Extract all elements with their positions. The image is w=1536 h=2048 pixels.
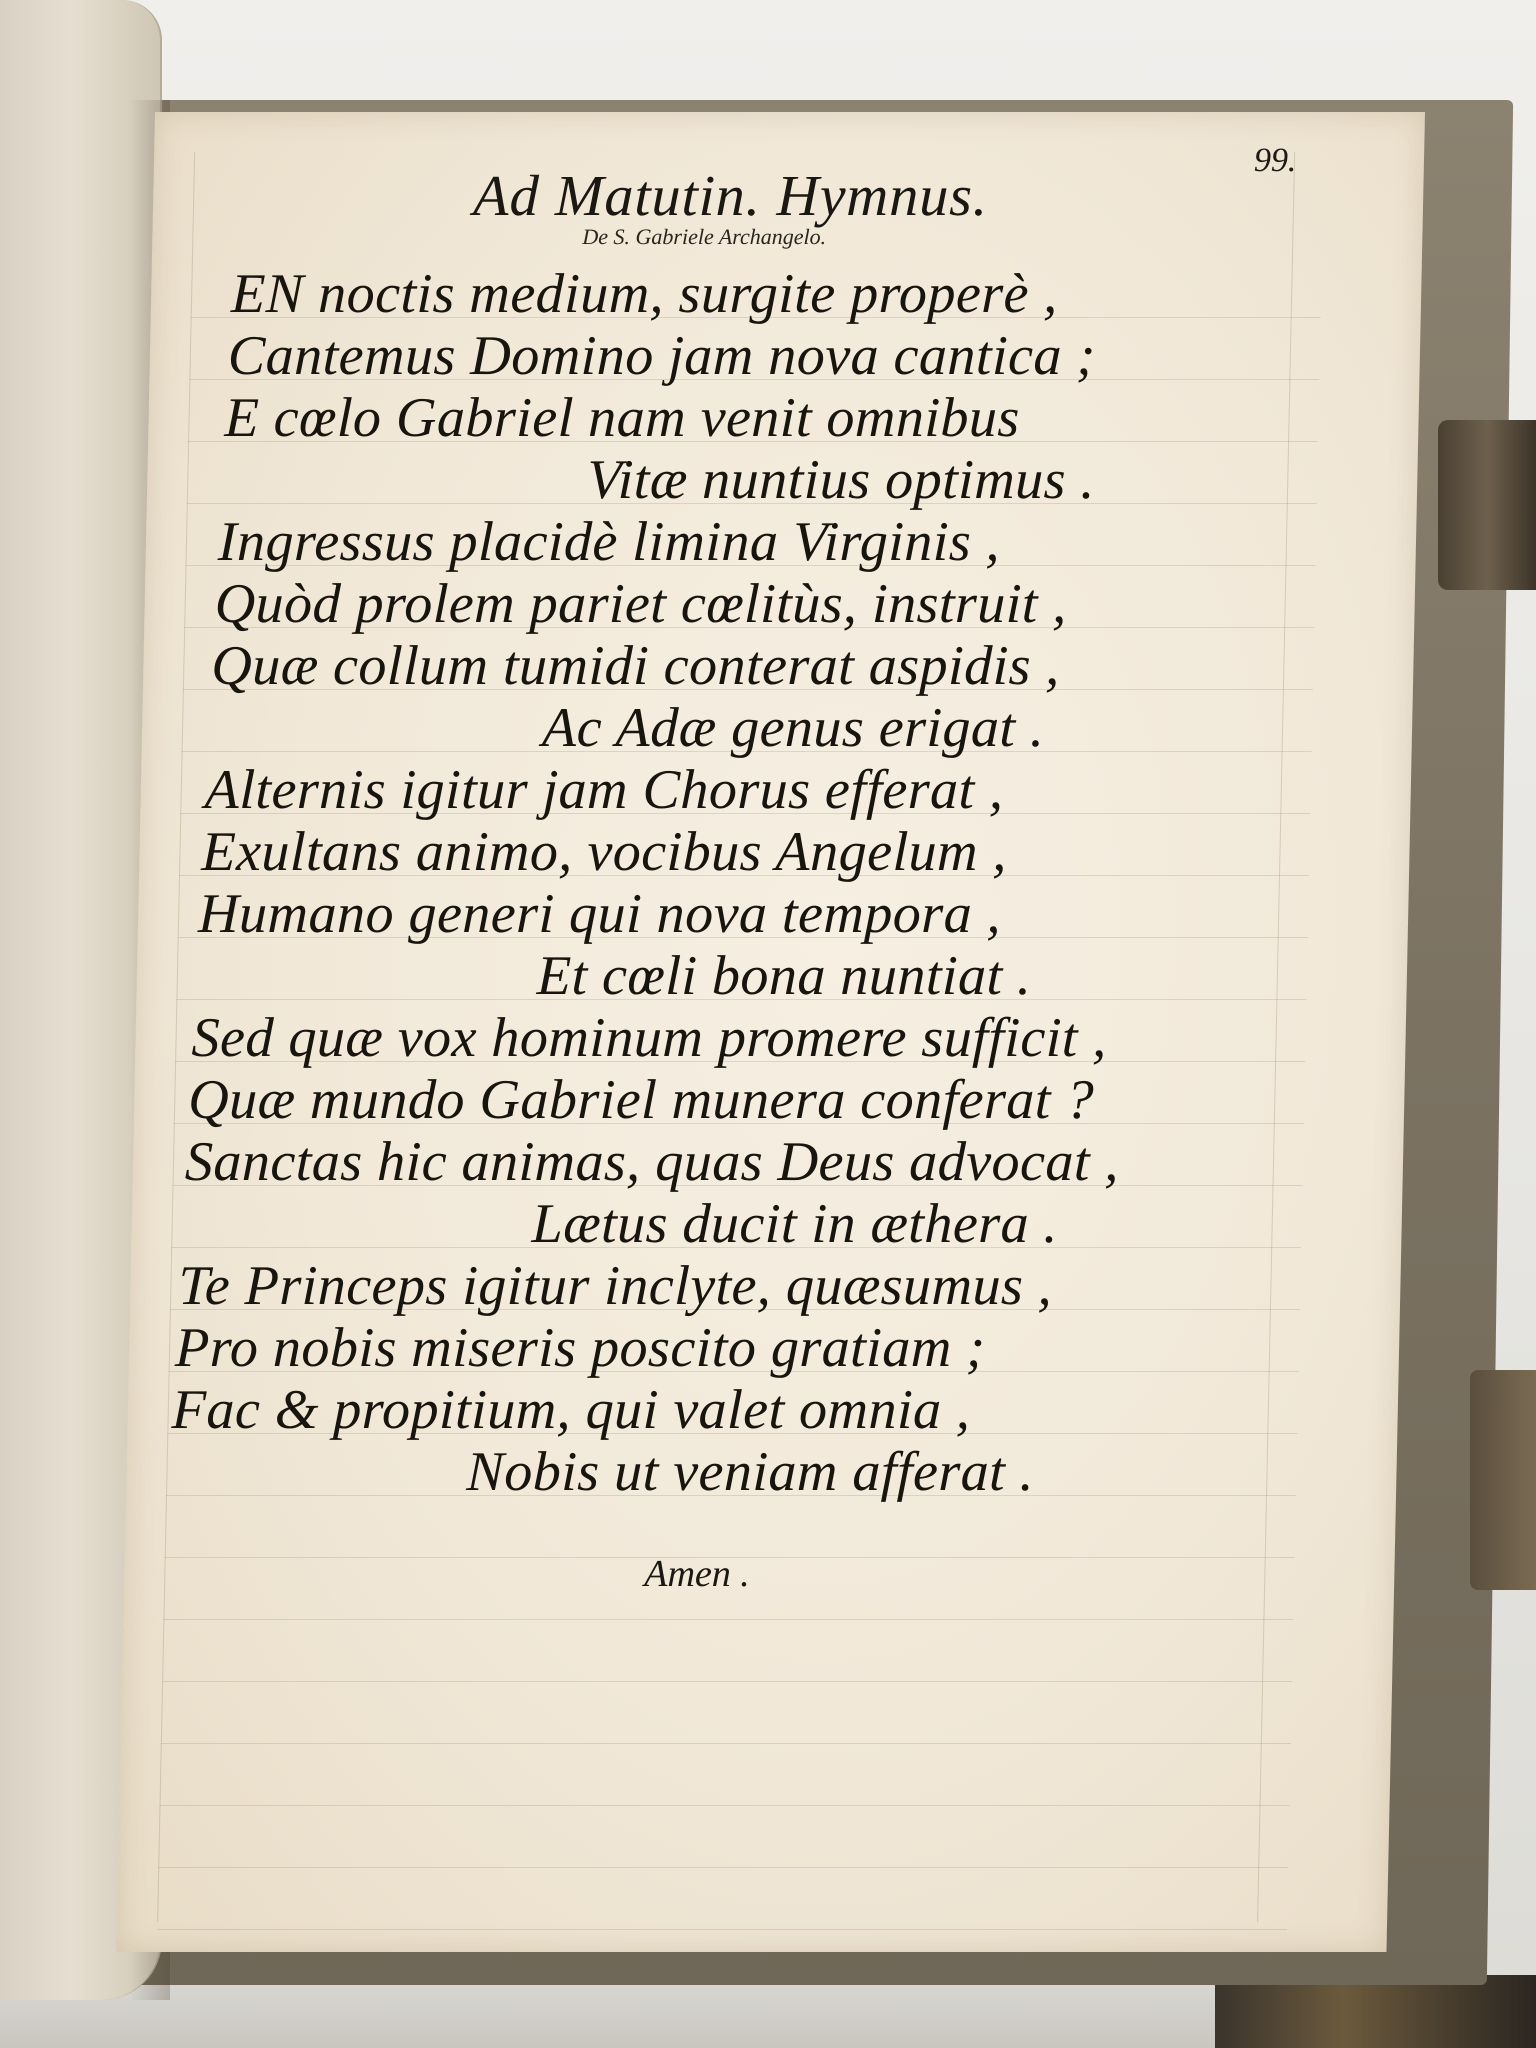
page-rule-line: [158, 1867, 1288, 1868]
margin-rule-right: [1257, 152, 1295, 1922]
verse-line: Humano generi qui nova tempora ,: [197, 883, 1002, 945]
verse-line: Ac Adæ genus erigat .: [541, 697, 1046, 759]
verse-line: EN noctis medium, surgite properè ,: [230, 263, 1059, 325]
page-title: Ad Matutin. Hymnus.: [472, 163, 990, 228]
page-rule-line: [161, 1743, 1291, 1744]
verse-line: Lætus ducit in æthera .: [531, 1193, 1059, 1255]
verse-line: Quæ collum tumidi conterat aspidis ,: [210, 635, 1061, 697]
verse-line: Nobis ut veniam afferat .: [465, 1441, 1035, 1503]
verse-line: Quòd prolem pariet cœlitùs, instruit ,: [214, 573, 1068, 635]
page-subtitle: De S. Gabriele Archangelo.: [582, 224, 827, 249]
book-clasp-lower: [1470, 1370, 1536, 1590]
verse-line: Ingressus placidè limina Virginis ,: [217, 511, 1001, 573]
verse-line: Fac & propitium, qui valet omnia ,: [171, 1379, 972, 1441]
verse-line: Cantemus Domino jam nova cantica ;: [227, 325, 1097, 387]
verse-line: Et cœli bona nuntiat .: [536, 945, 1033, 1007]
page-number: 99.: [1253, 142, 1297, 179]
page-rule-line: [157, 1929, 1287, 1930]
verse-line: Sanctas hic animas, quas Deus advocat ,: [184, 1131, 1120, 1193]
verse-line: Sed quæ vox hominum promere sufficit ,: [190, 1007, 1108, 1069]
page-rule-line: [162, 1681, 1292, 1682]
verse-line: Vitæ nuntius optimus .: [586, 449, 1096, 511]
book-clasp-upper: [1438, 420, 1536, 590]
verse-line: Te Princeps igitur inclyte, quæsumus ,: [177, 1255, 1054, 1317]
manuscript-page: [116, 112, 1425, 1952]
verse-line: Exultans animo, vocibus Angelum ,: [200, 821, 1008, 883]
margin-rule-left: [157, 152, 195, 1922]
closing-amen: Amen .: [643, 1553, 751, 1595]
verse-line: Quæ mundo Gabriel munera conferat ?: [187, 1069, 1095, 1131]
page-rule-line: [160, 1805, 1290, 1806]
book-stand-corner: [1215, 1975, 1536, 2048]
page-rule-line: [163, 1619, 1293, 1620]
verse-line: E cœlo Gabriel nam venit omnibus: [223, 387, 1021, 449]
verse-line: Alternis igitur jam Chorus efferat ,: [204, 759, 1005, 821]
verse-line: Pro nobis miseris poscito gratiam ;: [174, 1317, 987, 1379]
